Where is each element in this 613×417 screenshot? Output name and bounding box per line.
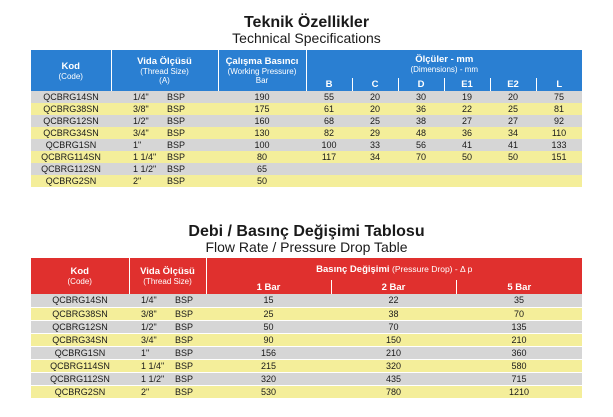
thread-size: 1/2" [133, 116, 149, 126]
thread-cell [111, 127, 218, 139]
flow-rate-table [31, 258, 582, 399]
thread-size: 1 1/4" [133, 152, 157, 162]
flow-cell: 50 [206, 320, 331, 333]
thread-cell [111, 163, 218, 175]
thread-size: 1 1/2" [133, 164, 157, 174]
flow-header-1: 1 Bar [206, 280, 331, 294]
thread-type: BSP [167, 104, 186, 114]
thread-size: 3/4" [141, 334, 157, 345]
dim-cell [306, 163, 352, 175]
code-cell: QCBRG34SN [31, 127, 111, 139]
thread-type: BSP [175, 321, 194, 332]
table-row [31, 139, 582, 151]
thread-type: BSP [175, 308, 194, 319]
flow-cell: 70 [331, 320, 456, 333]
flow-cell: 580 [456, 359, 582, 372]
dim-cell: 25 [352, 115, 398, 127]
dim-cell: 20 [352, 103, 398, 115]
technical-specifications-table [31, 50, 582, 187]
pressure-cell: 50 [218, 175, 306, 187]
dim-cell: 38 [398, 115, 444, 127]
code-cell: QCBRG34SN [31, 333, 129, 346]
table-row [31, 320, 582, 333]
pressure-cell: 160 [218, 115, 306, 127]
dim-cell: 75 [536, 91, 582, 103]
dim-cell: 41 [444, 139, 490, 151]
thread-cell [129, 346, 206, 359]
dim-cell [306, 175, 352, 187]
pressure-cell: 100 [218, 139, 306, 151]
dim-cell: 36 [398, 103, 444, 115]
code-cell: QCBRG14SN [31, 294, 129, 307]
thread-cell [129, 294, 206, 307]
thread-type: BSP [167, 128, 186, 138]
flow-cell: 1210 [456, 385, 582, 398]
dim-cell: 82 [306, 127, 352, 139]
code-cell: QCBRG114SN [31, 151, 111, 163]
thread-size: 3/8" [133, 104, 149, 114]
code-cell: QCBRG1SN [31, 139, 111, 151]
flow-cell: 22 [331, 294, 456, 307]
dim-cell: 20 [490, 91, 536, 103]
dim-cell: 100 [306, 139, 352, 151]
pressure-cell: 65 [218, 163, 306, 175]
flow-header-3: 5 Bar [456, 280, 582, 294]
flow-cell: 150 [331, 333, 456, 346]
pressure-cell: 80 [218, 151, 306, 163]
flow-cell: 215 [206, 359, 331, 372]
dim-cell [536, 175, 582, 187]
flow-header-drop: Basınç Değişimi (Pressure Drop) - Δ p [206, 258, 582, 280]
flow-cell: 320 [206, 372, 331, 385]
dim-cell: 33 [352, 139, 398, 151]
table-row [31, 163, 582, 175]
flow-cell: 435 [331, 372, 456, 385]
dim-cell: 68 [306, 115, 352, 127]
table-row [31, 127, 582, 139]
table-row [31, 333, 582, 346]
flow-cell: 780 [331, 385, 456, 398]
dim-cell: 41 [490, 139, 536, 151]
thread-cell [111, 151, 218, 163]
thread-cell [111, 103, 218, 115]
dim-cell [490, 175, 536, 187]
flow-title-en: Flow Rate / Pressure Drop Table [205, 239, 408, 255]
dim-cell [398, 163, 444, 175]
table-row [31, 385, 582, 398]
thread-cell [129, 359, 206, 372]
dim-cell: 70 [398, 151, 444, 163]
code-cell: QCBRG1SN [31, 346, 129, 359]
tech-title-en: Technical Specifications [232, 30, 381, 46]
thread-type: BSP [167, 176, 186, 186]
thread-size: 1/4" [141, 295, 157, 306]
code-cell: QCBRG2SN [31, 175, 111, 187]
pressure-cell: 130 [218, 127, 306, 139]
dim-cell: 55 [306, 91, 352, 103]
dim-cell: 117 [306, 151, 352, 163]
thread-size: 3/8" [141, 308, 157, 319]
dim-cell: 34 [352, 151, 398, 163]
thread-type: BSP [175, 360, 194, 371]
code-cell: QCBRG114SN [31, 359, 129, 372]
thread-type: BSP [167, 164, 186, 174]
flow-cell: 15 [206, 294, 331, 307]
flow-cell: 35 [456, 294, 582, 307]
thread-cell [111, 115, 218, 127]
thread-type: BSP [167, 92, 186, 102]
flow-cell: 360 [456, 346, 582, 359]
dim-header-c: C [352, 78, 398, 91]
header-vida: Vida Ölçüsü (Thread Size) (A) [111, 50, 218, 91]
flow-cell: 715 [456, 372, 582, 385]
code-cell: QCBRG14SN [31, 91, 111, 103]
dim-cell [536, 163, 582, 175]
code-cell: QCBRG38SN [31, 103, 111, 115]
dim-cell [490, 163, 536, 175]
dim-cell: 50 [490, 151, 536, 163]
dim-cell: 25 [490, 103, 536, 115]
flow-cell: 38 [331, 307, 456, 320]
dim-cell: 151 [536, 151, 582, 163]
dim-cell [352, 175, 398, 187]
flow-cell: 320 [331, 359, 456, 372]
flow-header-2: 2 Bar [331, 280, 456, 294]
dim-cell: 22 [444, 103, 490, 115]
dim-cell [444, 175, 490, 187]
thread-cell [129, 333, 206, 346]
thread-type: BSP [175, 334, 194, 345]
thread-cell [111, 175, 218, 187]
flow-cell: 90 [206, 333, 331, 346]
thread-type: BSP [175, 295, 194, 306]
dim-cell: 56 [398, 139, 444, 151]
thread-cell [111, 139, 218, 151]
table-row [31, 103, 582, 115]
table-row [31, 359, 582, 372]
thread-size: 1 1/4" [141, 360, 165, 371]
dim-header-e2: E2 [490, 78, 536, 91]
flow-title-tr: Debi / Basınç Değişimi Tablosu [188, 223, 425, 240]
code-cell: QCBRG12SN [31, 320, 129, 333]
flow-cell: 210 [456, 333, 582, 346]
table-row [31, 175, 582, 187]
thread-type: BSP [167, 140, 186, 150]
dim-header-l: L [536, 78, 582, 91]
header-kod: Kod (Code) [58, 60, 83, 81]
thread-size: 1/4" [133, 92, 149, 102]
dim-cell [398, 175, 444, 187]
thread-size: 1 1/2" [141, 373, 165, 384]
dim-cell [444, 163, 490, 175]
thread-size: 2" [133, 176, 142, 186]
dim-cell [352, 163, 398, 175]
code-cell: QCBRG2SN [31, 385, 129, 398]
thread-size: 1" [133, 140, 142, 150]
dim-cell: 19 [444, 91, 490, 103]
table-row [31, 91, 582, 103]
dim-cell: 48 [398, 127, 444, 139]
table-row [31, 372, 582, 385]
flow-cell: 530 [206, 385, 331, 398]
dim-cell: 61 [306, 103, 352, 115]
table-row [31, 151, 582, 163]
thread-size: 2" [141, 386, 150, 397]
thread-cell [129, 372, 206, 385]
dim-cell: 30 [398, 91, 444, 103]
pressure-cell: 175 [218, 103, 306, 115]
dim-cell: 27 [490, 115, 536, 127]
dim-cell: 36 [444, 127, 490, 139]
header-basinc: Çalışma Basıncı (Working Pressure) Bar [218, 50, 306, 91]
dim-header-e1: E1 [444, 78, 490, 91]
thread-cell [129, 385, 206, 398]
thread-cell [129, 307, 206, 320]
thread-type: BSP [175, 347, 194, 358]
code-cell: QCBRG12SN [31, 115, 111, 127]
flow-cell: 156 [206, 346, 331, 359]
flow-cell: 25 [206, 307, 331, 320]
dim-cell: 27 [444, 115, 490, 127]
table-row [31, 307, 582, 320]
pressure-cell: 190 [218, 91, 306, 103]
thread-type: BSP [167, 116, 186, 126]
thread-size: 1" [141, 347, 150, 358]
dim-cell: 92 [536, 115, 582, 127]
thread-type: BSP [175, 373, 194, 384]
thread-cell [111, 91, 218, 103]
code-cell: QCBRG38SN [31, 307, 129, 320]
dim-cell: 29 [352, 127, 398, 139]
dim-header-d: D [398, 78, 444, 91]
thread-type: BSP [167, 152, 186, 162]
dim-header-b: B [306, 78, 352, 91]
dim-cell: 20 [352, 91, 398, 103]
table-row [31, 294, 582, 307]
dim-cell: 50 [444, 151, 490, 163]
flow-cell: 210 [331, 346, 456, 359]
table-row [31, 115, 582, 127]
tech-title [0, 14, 613, 46]
flow-cell: 70 [456, 307, 582, 320]
flow-cell: 135 [456, 320, 582, 333]
thread-cell [129, 320, 206, 333]
code-cell: QCBRG112SN [31, 163, 111, 175]
flow-header-vida: Vida Ölçüsü (Thread Size) [129, 258, 206, 294]
flow-header-kod: Kod (Code) [67, 266, 92, 286]
thread-size: 3/4" [133, 128, 149, 138]
header-olculer: Ölçüler - mm (Dimensions) - mm [306, 50, 582, 78]
thread-size: 1/2" [141, 321, 157, 332]
dim-cell: 110 [536, 127, 582, 139]
code-cell: QCBRG112SN [31, 372, 129, 385]
flow-title [0, 223, 613, 255]
table-row [31, 346, 582, 359]
dim-cell: 34 [490, 127, 536, 139]
dim-cell: 133 [536, 139, 582, 151]
tech-title-tr: Teknik Özellikler [243, 14, 370, 31]
thread-type: BSP [175, 386, 194, 397]
dim-cell: 81 [536, 103, 582, 115]
